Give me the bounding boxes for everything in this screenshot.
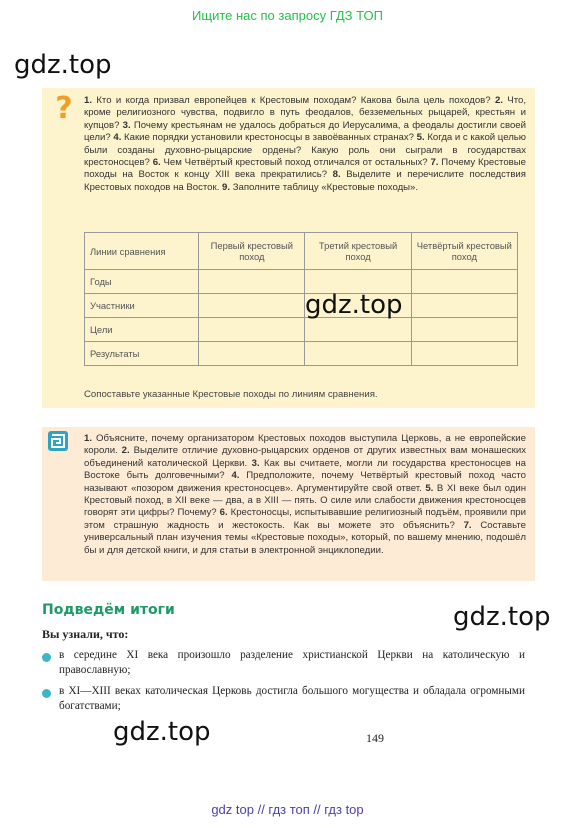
question-number: 1. — [84, 95, 93, 106]
question-number: 6. — [219, 507, 228, 519]
table-header: Четвёртый крестовый поход — [411, 233, 517, 270]
question-number: 1. — [84, 433, 93, 444]
summary-heading: Подведём итоги — [42, 602, 175, 618]
question-number: 4. — [231, 470, 240, 482]
row-label: Цели — [85, 318, 199, 342]
question-text: Крестоносцы, испытывавшие религиозный подъём, проявили при этом страшную жадность и жестокость. Как вы можете это объяснить? — [84, 507, 526, 531]
question-text: Объясните, почему организатором Крестовых походов выступила Церковь, а не европейские короли. — [84, 433, 526, 457]
watermark: gdz.top — [14, 50, 112, 80]
questions-text — [84, 95, 526, 194]
question-number: 4. — [113, 132, 122, 144]
spiral-icon — [48, 431, 68, 451]
comparison-table — [84, 232, 518, 366]
table-row — [85, 342, 518, 366]
table-row — [85, 318, 518, 342]
watermark: gdz.top — [113, 717, 211, 747]
question-text: Когда и с какой целью были созданы духовно-рыцарские ордены? Какую роль они сыграли в государствах крестоносцев? — [84, 132, 527, 169]
question-number: 2. — [494, 95, 503, 106]
tasks-text — [84, 433, 526, 557]
bullet-icon — [42, 689, 51, 698]
question-text: Кто и когда призвал европейцев к Крестовым походам? Какова была цель походов? — [92, 95, 495, 106]
row-label: Результаты — [85, 342, 199, 366]
footer-links: gdz top // гдз топ // гдз top — [211, 802, 364, 817]
question-text: Выделите отличие духовно-рыцарских орденов от других известных вам монашеских объединений католической Церкви. — [84, 445, 527, 469]
question-text: Почему крестьянам не удалось добраться до Иерусалима, а феодалы достигли своей цели? — [84, 119, 526, 144]
summary-bullet: в XI—XIII веках католическая Церковь достигла большого могущества и обладала огромными богатствами; — [59, 685, 525, 712]
question-number: 5. — [416, 132, 425, 144]
question-number: 3. — [251, 457, 260, 469]
question-text: Заполните таблицу «Крестовые походы». — [230, 181, 419, 193]
question-text: Как вы считаете, могли ли государства крестоносцев на Востоке быть долговечными? — [84, 457, 526, 482]
question-text: Что, кроме религиозного чувства, подвигло в путь феодалов, безземельных рыцарей, крестьян и купцов? — [84, 95, 526, 131]
top-banner: Ищите нас по запросу ГДЗ ТОП — [192, 8, 383, 23]
question-number: 6. — [152, 157, 161, 169]
question-text: В XI веке был один Крестовый поход, в XII веке — два, а в XIII — пять. О силе или слабости движения крестоносцев говорят эти цифры? Почему? — [84, 482, 526, 519]
question-text: Предположите, почему Четвёртый крестовый поход часто называют «позором движения крестоносцев». Аргументируйте свой ответ. — [84, 470, 526, 494]
question-number: 8. — [332, 169, 341, 181]
question-number: 3. — [122, 119, 131, 131]
question-text: Почему Крестовые походы на Восток к концу XIII века прекратились? — [84, 157, 526, 181]
question-mark-icon: ? — [55, 91, 73, 126]
table-row — [85, 294, 518, 318]
question-number: 9. — [222, 181, 231, 193]
table-header: Линии сравнения — [85, 233, 199, 270]
question-text: Чем Четвёртый крестовый поход отличался от остальных? — [160, 157, 431, 169]
summary-bullet: в середине XI века произошло разделение христианской Церкви на католическую и православную; — [59, 649, 525, 676]
question-number: 7. — [430, 157, 439, 169]
summary-intro: Вы узнали, что: — [42, 627, 129, 641]
row-label: Годы — [85, 270, 199, 294]
question-text: Выделите и перечислите последствия Крестовых походов на Восток. — [84, 169, 526, 193]
question-number: 7. — [463, 519, 472, 531]
table-header: Третий крестовый поход — [305, 233, 411, 270]
question-text: Составьте универсальный план изучения темы «Крестовые походы», который, по вашему мнению, подошёл бы и для детской книги, и для статьи в электронной энциклопедии. — [84, 519, 526, 556]
question-text: Какие порядки установили крестоносцы в завоёванных странах? — [121, 132, 417, 144]
bullet-icon — [42, 653, 51, 662]
watermark: gdz.top — [305, 290, 403, 320]
table-row — [85, 270, 518, 294]
watermark: gdz.top — [453, 602, 551, 632]
question-number: 5. — [425, 482, 434, 494]
row-label: Участники — [85, 294, 199, 318]
table-note: Сопоставьте указанные Крестовые походы по линиям сравнения. — [84, 389, 378, 400]
table-header: Первый крестовый поход — [199, 233, 305, 270]
page-number: 149 — [366, 731, 384, 745]
question-number: 2. — [121, 445, 130, 457]
